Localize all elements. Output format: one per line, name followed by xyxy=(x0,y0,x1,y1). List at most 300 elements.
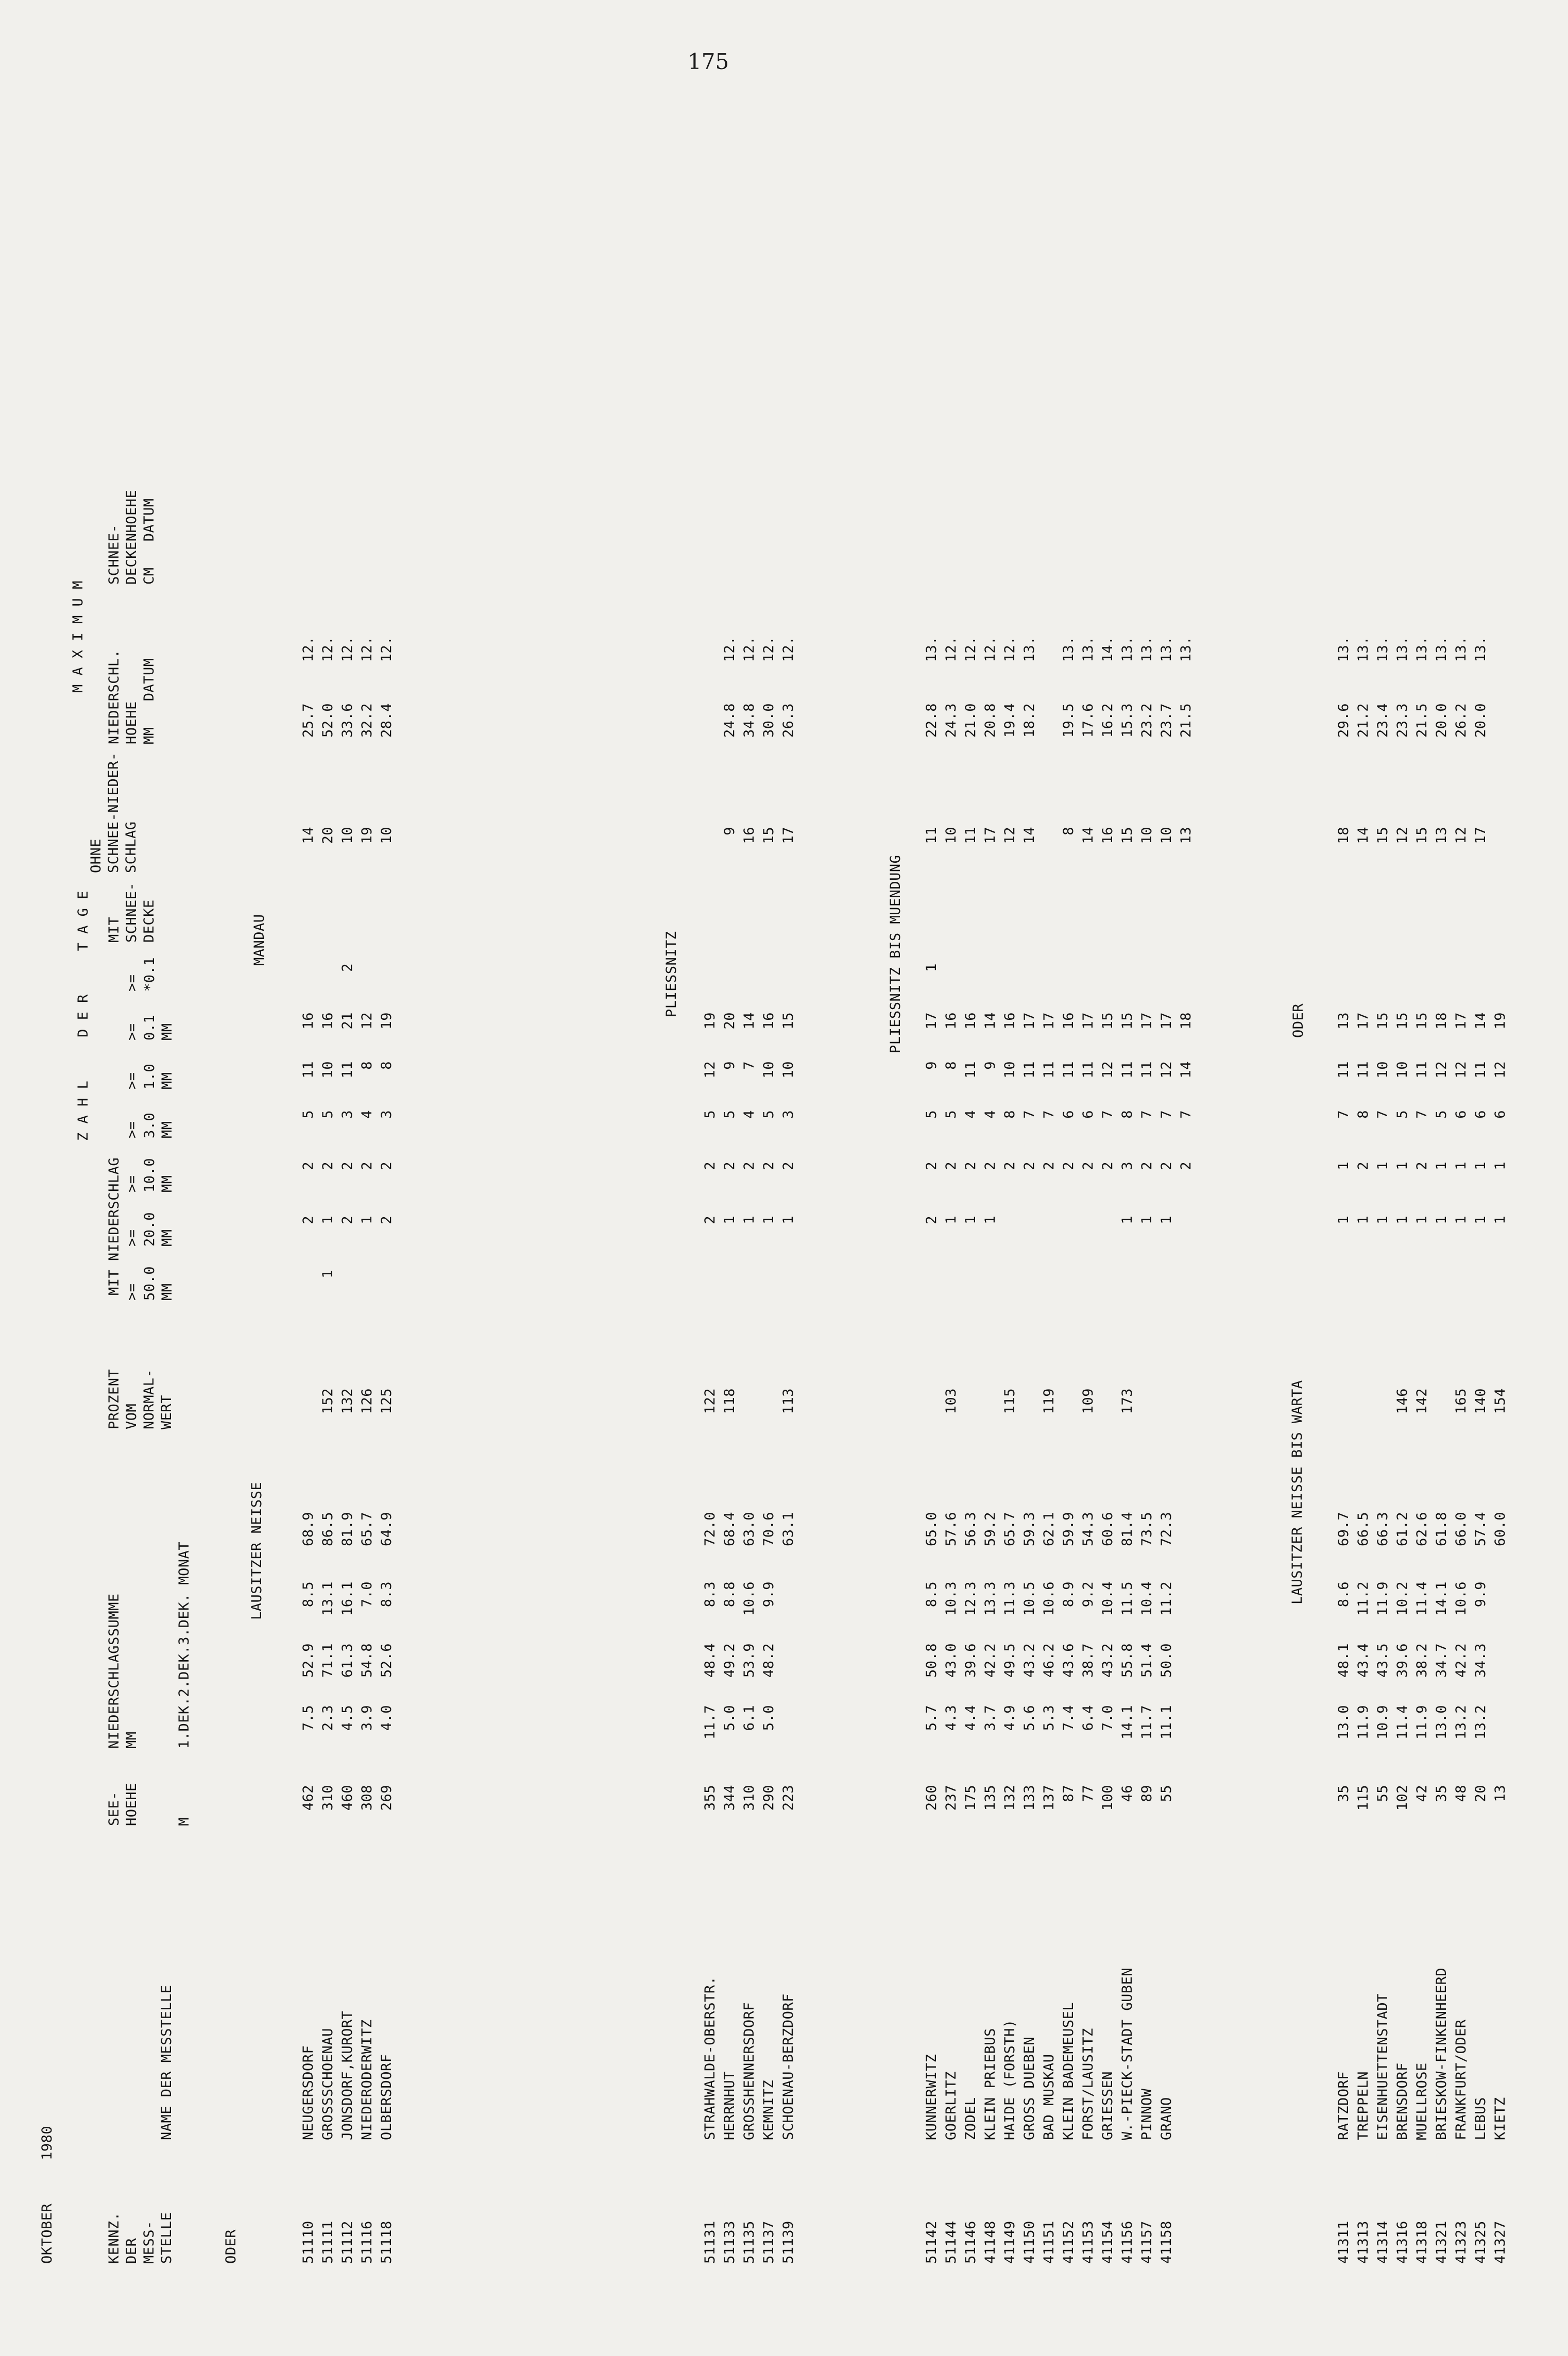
cell-h: 310 xyxy=(320,1785,336,1811)
cell-ohne: 13 xyxy=(1178,827,1194,844)
cell-t20: 1 xyxy=(963,1216,979,1224)
cell-t10: 2 xyxy=(1158,1162,1174,1170)
cell-mxd: 12. xyxy=(982,636,998,662)
header-threshold-10: >= 10.0 MM xyxy=(124,1157,175,1192)
cell-t01: 17 xyxy=(1355,1012,1371,1030)
cell-mx: 25.7 xyxy=(300,703,316,738)
cell-t20: 1 xyxy=(1119,1216,1135,1224)
cell-d3: 11.4 xyxy=(1414,1581,1430,1616)
cell-h: 237 xyxy=(943,1785,959,1811)
cell-mxd: 13. xyxy=(1178,636,1194,662)
cell-ohne: 14 xyxy=(1021,827,1037,844)
cell-h: 290 xyxy=(761,1785,777,1811)
cell-t10: 2 xyxy=(1080,1162,1096,1170)
cell-mon: 63.1 xyxy=(780,1512,796,1547)
cell-t01: 19 xyxy=(702,1012,718,1030)
cell-d3: 11.9 xyxy=(1375,1581,1391,1616)
cell-t3: 5 xyxy=(761,1110,777,1119)
cell-mx: 32.2 xyxy=(359,703,375,738)
region-label: ODER xyxy=(223,2229,239,2264)
cell-mx: 52.0 xyxy=(320,703,336,738)
cell-t10: 2 xyxy=(722,1162,738,1170)
cell-t20: 1 xyxy=(1394,1216,1410,1224)
cell-d1: 3.7 xyxy=(982,1705,998,1731)
cell-t10: 2 xyxy=(339,1162,355,1170)
cell-t20: 1 xyxy=(982,1216,998,1224)
cell-name: ZODEL xyxy=(963,2097,979,2140)
cell-t1: 12 xyxy=(702,1061,718,1079)
table-row xyxy=(1376,49,1394,2264)
cell-t1: 11 xyxy=(1080,1061,1096,1079)
cell-id: 41316 xyxy=(1394,2221,1410,2264)
table-row xyxy=(1101,49,1119,2264)
cell-d2: 51.4 xyxy=(1139,1643,1155,1678)
header-threshold-3: >= 3.0 MM xyxy=(124,1112,175,1138)
cell-d1: 3.9 xyxy=(359,1705,375,1731)
cell-mon: 65.0 xyxy=(924,1512,940,1547)
cell-t20: 1 xyxy=(1336,1216,1352,1224)
cell-mxd: 14. xyxy=(1100,636,1116,662)
cell-h: 308 xyxy=(359,1785,375,1811)
cell-mxd: 12. xyxy=(1002,636,1018,662)
cell-h: 137 xyxy=(1041,1785,1057,1811)
cell-t3: 5 xyxy=(320,1110,336,1119)
cell-mx: 20.8 xyxy=(982,703,998,738)
cell-t3: 7 xyxy=(1158,1110,1174,1119)
cell-t10: 2 xyxy=(1100,1162,1116,1170)
cell-mx: 16.2 xyxy=(1100,703,1116,738)
cell-d2: 43.4 xyxy=(1355,1643,1371,1678)
cell-mxd: 12. xyxy=(339,636,355,662)
cell-t1: 8 xyxy=(359,1061,375,1070)
cell-mon: 86.5 xyxy=(320,1512,336,1547)
cell-d2: 55.8 xyxy=(1119,1643,1135,1678)
cell-d3: 10.3 xyxy=(943,1581,959,1616)
cell-t10: 2 xyxy=(1178,1162,1194,1170)
cell-mx: 29.6 xyxy=(1336,703,1352,738)
cell-mxd: 13. xyxy=(1453,636,1469,662)
cell-t20: 1 xyxy=(943,1216,959,1224)
cell-pct: 103 xyxy=(943,1388,959,1414)
table-row xyxy=(944,49,963,2264)
cell-mxd: 12. xyxy=(943,636,959,662)
cell-t3: 7 xyxy=(1336,1110,1352,1119)
cell-t20: 1 xyxy=(359,1216,375,1224)
cell-t20: 1 xyxy=(780,1216,796,1224)
cell-t3: 6 xyxy=(1492,1110,1508,1119)
cell-id: 51118 xyxy=(379,2221,395,2264)
cell-name: JONSDORF,KURORT xyxy=(339,2010,355,2140)
cell-pct: 142 xyxy=(1414,1388,1430,1414)
cell-mon: 61.8 xyxy=(1434,1512,1450,1547)
cell-h: 46 xyxy=(1119,1785,1135,1802)
cell-mx: 23.4 xyxy=(1375,703,1391,738)
cell-t20: 1 xyxy=(1139,1216,1155,1224)
cell-h: 115 xyxy=(1355,1785,1371,1811)
cell-d1: 13.2 xyxy=(1453,1705,1469,1740)
cell-d1: 7.4 xyxy=(1061,1705,1077,1731)
cell-t01: 17 xyxy=(924,1012,940,1030)
cell-t01: 15 xyxy=(1375,1012,1391,1030)
cell-id: 51144 xyxy=(943,2221,959,2264)
cell-d3: 9.9 xyxy=(761,1581,777,1608)
cell-d2: 52.6 xyxy=(379,1643,395,1678)
cell-t10: 1 xyxy=(1434,1162,1450,1170)
cell-t3: 6 xyxy=(1453,1110,1469,1119)
cell-tsn: 2 xyxy=(339,963,355,972)
cell-h: 35 xyxy=(1434,1785,1450,1802)
cell-h: 175 xyxy=(963,1785,979,1811)
cell-d2: 43.2 xyxy=(1100,1643,1116,1678)
cell-d3: 13.3 xyxy=(982,1581,998,1616)
cell-d1: 11.9 xyxy=(1414,1705,1430,1740)
cell-d2: 38.2 xyxy=(1414,1643,1430,1678)
cell-t3: 5 xyxy=(943,1110,959,1119)
cell-h: 460 xyxy=(339,1785,355,1811)
cell-name: BAD MUSKAU xyxy=(1041,2054,1057,2140)
cell-t1: 11 xyxy=(963,1061,979,1079)
cell-t01: 16 xyxy=(320,1012,336,1030)
cell-mxd: 13. xyxy=(1473,636,1489,662)
cell-d1: 5.0 xyxy=(722,1705,738,1731)
cell-t20: 1 xyxy=(1492,1216,1508,1224)
cell-ohne: 12 xyxy=(1453,827,1469,844)
cell-t01: 17 xyxy=(1453,1012,1469,1030)
cell-mxd: 13. xyxy=(1158,636,1174,662)
cell-mon: 70.6 xyxy=(761,1512,777,1547)
cell-ohne: 13 xyxy=(1434,827,1450,844)
cell-mon: 56.3 xyxy=(963,1512,979,1547)
cell-pct: 125 xyxy=(379,1388,395,1414)
cell-t20: 2 xyxy=(339,1216,355,1224)
cell-d3: 10.2 xyxy=(1394,1581,1410,1616)
cell-ohne: 15 xyxy=(1414,827,1430,844)
cell-t10: 2 xyxy=(1021,1162,1037,1170)
cell-ohne: 12 xyxy=(1002,827,1018,844)
cell-t10: 2 xyxy=(982,1162,998,1170)
cell-t01: 14 xyxy=(982,1012,998,1030)
cell-t01: 15 xyxy=(1414,1012,1430,1030)
header-threshold-20: >= 20.0 MM xyxy=(124,1211,175,1247)
cell-pct: 132 xyxy=(339,1388,355,1414)
cell-mon: 66.5 xyxy=(1355,1512,1371,1547)
cell-id: 41153 xyxy=(1080,2221,1096,2264)
cell-d1: 11.7 xyxy=(702,1705,718,1740)
cell-mxd: 13. xyxy=(1061,636,1077,662)
cell-t20: 2 xyxy=(702,1216,718,1224)
cell-t10: 2 xyxy=(924,1162,940,1170)
cell-mx: 23.3 xyxy=(1394,703,1410,738)
cell-ohne: 20 xyxy=(320,827,336,844)
cell-d1: 11.7 xyxy=(1139,1705,1155,1740)
cell-d3: 10.6 xyxy=(741,1581,757,1616)
cell-t10: 1 xyxy=(1473,1162,1489,1170)
table-row xyxy=(1395,49,1414,2264)
cell-name: PINNOW xyxy=(1139,2088,1155,2140)
cell-ohne: 16 xyxy=(741,827,757,844)
cell-mon: 64.9 xyxy=(379,1512,395,1547)
cell-id: 41314 xyxy=(1375,2221,1391,2264)
cell-t10: 2 xyxy=(963,1162,979,1170)
cell-d2: 54.8 xyxy=(359,1643,375,1678)
cell-name: FORST/LAUSITZ xyxy=(1080,2028,1096,2140)
cell-t3: 5 xyxy=(300,1110,316,1119)
cell-d3: 8.5 xyxy=(924,1581,940,1608)
cell-mx: 26.3 xyxy=(780,703,796,738)
cell-mxd: 12. xyxy=(780,636,796,662)
cell-t20: 1 xyxy=(1473,1216,1489,1224)
cell-t3: 7 xyxy=(1021,1110,1037,1119)
cell-id: 51133 xyxy=(722,2221,738,2264)
cell-t3: 5 xyxy=(924,1110,940,1119)
table-row xyxy=(781,49,800,2264)
cell-mxd: 12. xyxy=(300,636,316,662)
cell-d3: 8.9 xyxy=(1061,1581,1077,1608)
cell-pct: 154 xyxy=(1492,1388,1508,1414)
table-row xyxy=(762,49,780,2264)
cell-name: KLEIN PRIEBUS xyxy=(982,2028,998,2140)
cell-ohne: 10 xyxy=(1139,827,1155,844)
cell-h: 55 xyxy=(1375,1785,1391,1802)
cell-id: 41150 xyxy=(1021,2221,1037,2264)
cell-t3: 7 xyxy=(1041,1110,1057,1119)
cell-id: 41148 xyxy=(982,2221,998,2264)
cell-d3: 12.3 xyxy=(963,1581,979,1616)
cell-t3: 7 xyxy=(1375,1110,1391,1119)
cell-mx: 24.3 xyxy=(943,703,959,738)
table-row xyxy=(1003,49,1021,2264)
cell-mx: 21.2 xyxy=(1355,703,1371,738)
header-prozent: PROZENT VOM NORMAL- WERT xyxy=(106,1369,175,1429)
cell-t01: 17 xyxy=(1158,1012,1174,1030)
cell-ohne: 14 xyxy=(1355,827,1371,844)
cell-t1: 12 xyxy=(1100,1061,1116,1079)
cell-t1: 10 xyxy=(761,1061,777,1079)
cell-h: 48 xyxy=(1453,1785,1469,1802)
rotated-table-sheet xyxy=(23,49,1508,2264)
cell-t1: 12 xyxy=(1434,1061,1450,1079)
cell-d1: 5.6 xyxy=(1021,1705,1037,1731)
cell-d3: 13.1 xyxy=(320,1581,336,1616)
cell-t01: 17 xyxy=(1139,1012,1155,1030)
cell-t20: 1 xyxy=(741,1216,757,1224)
cell-d1: 4.3 xyxy=(943,1705,959,1731)
period-label: OKTOBER 1980 xyxy=(39,2125,55,2264)
cell-mxd: 13. xyxy=(1139,636,1155,662)
section-subtitle: PLIESSNITZ xyxy=(663,931,679,1017)
table-row xyxy=(1435,49,1453,2264)
cell-d3: 10.4 xyxy=(1139,1581,1155,1616)
cell-d2: 49.5 xyxy=(1002,1643,1018,1678)
cell-name: GROSSSCHOENAU xyxy=(320,2028,336,2140)
cell-ohne: 18 xyxy=(1336,827,1352,844)
cell-mxd: 13. xyxy=(1375,636,1391,662)
cell-mx: 23.7 xyxy=(1158,703,1174,738)
cell-tsn: 1 xyxy=(924,963,940,972)
cell-d2: 43.2 xyxy=(1021,1643,1037,1678)
cell-mon: 66.0 xyxy=(1453,1512,1469,1547)
cell-d1: 6.1 xyxy=(741,1705,757,1731)
cell-t1: 10 xyxy=(1375,1061,1391,1079)
cell-t10: 2 xyxy=(780,1162,796,1170)
cell-mxd: 13. xyxy=(924,636,940,662)
cell-t3: 4 xyxy=(982,1110,998,1119)
cell-d1: 5.7 xyxy=(924,1705,940,1731)
cell-name: BRIESKOW-FINKENHEERD xyxy=(1434,1967,1450,2140)
cell-mx: 21.5 xyxy=(1178,703,1194,738)
cell-t3: 3 xyxy=(379,1110,395,1119)
cell-name: GROSSHENNERSDORF xyxy=(741,2002,757,2140)
cell-t3: 4 xyxy=(741,1110,757,1119)
header-threshold-50: >= 50.0 MM xyxy=(124,1266,175,1301)
cell-id: 41157 xyxy=(1139,2221,1155,2264)
cell-t3: 8 xyxy=(1002,1110,1018,1119)
cell-h: 462 xyxy=(300,1785,316,1811)
cell-mon: 59.3 xyxy=(1021,1512,1037,1547)
cell-h: 260 xyxy=(924,1785,940,1811)
cell-d3: 11.5 xyxy=(1119,1581,1135,1616)
cell-d1: 10.9 xyxy=(1375,1705,1391,1740)
table-row xyxy=(742,49,761,2264)
cell-d1: 4.4 xyxy=(963,1705,979,1731)
cell-pct: 140 xyxy=(1473,1388,1489,1414)
cell-d2: 38.7 xyxy=(1080,1643,1096,1678)
cell-d3: 11.3 xyxy=(1002,1581,1018,1616)
cell-mon: 66.3 xyxy=(1375,1512,1391,1547)
table-row xyxy=(1474,49,1492,2264)
cell-id: 41158 xyxy=(1158,2221,1174,2264)
cell-t01: 15 xyxy=(780,1012,796,1030)
cell-ohne: 14 xyxy=(1080,827,1096,844)
cell-d3: 9.9 xyxy=(1473,1581,1489,1608)
cell-mxd: 13. xyxy=(1355,636,1371,662)
cell-mx: 17.6 xyxy=(1080,703,1096,738)
cell-t50: 1 xyxy=(320,1270,336,1278)
cell-name: KLEIN BADEMEUSEL xyxy=(1061,2002,1077,2140)
cell-t20: 1 xyxy=(1355,1216,1371,1224)
cell-mx: 20.0 xyxy=(1434,703,1450,738)
cell-mxd: 13. xyxy=(1414,636,1430,662)
table-row xyxy=(321,49,339,2264)
cell-mx: 28.4 xyxy=(379,703,395,738)
cell-ohne: 17 xyxy=(780,827,796,844)
cell-ohne: 15 xyxy=(761,827,777,844)
cell-d1: 13.2 xyxy=(1473,1705,1489,1740)
cell-d2: 34.3 xyxy=(1473,1643,1489,1678)
cell-t10: 3 xyxy=(1119,1162,1135,1170)
cell-ohne: 17 xyxy=(982,827,998,844)
cell-d2: 43.6 xyxy=(1061,1643,1077,1678)
cell-ohne: 19 xyxy=(359,827,375,844)
cell-name: NIEDERODERWITZ xyxy=(359,2019,375,2140)
cell-t1: 11 xyxy=(1061,1061,1077,1079)
header-name: NAME DER MESSTELLE xyxy=(159,1985,175,2140)
cell-mxd: 12. xyxy=(722,636,738,662)
cell-mx: 22.8 xyxy=(924,703,940,738)
table-row xyxy=(1356,49,1375,2264)
cell-t1: 10 xyxy=(1394,1061,1410,1079)
cell-d3: 11.2 xyxy=(1355,1581,1371,1616)
cell-t3: 6 xyxy=(1080,1110,1096,1119)
cell-pct: 165 xyxy=(1453,1388,1469,1414)
cell-id: 51111 xyxy=(320,2221,336,2264)
cell-d2: 39.6 xyxy=(1394,1643,1410,1678)
cell-h: 135 xyxy=(982,1785,998,1811)
page-number: 175 xyxy=(688,49,729,74)
cell-id: 41327 xyxy=(1492,2221,1508,2264)
cell-mx: 26.2 xyxy=(1453,703,1469,738)
cell-t01: 17 xyxy=(1080,1012,1096,1030)
cell-id: 41323 xyxy=(1453,2221,1469,2264)
table-row xyxy=(703,49,722,2264)
cell-t3: 7 xyxy=(1100,1110,1116,1119)
table-row xyxy=(1454,49,1473,2264)
cell-mon: 54.3 xyxy=(1080,1512,1096,1547)
header-mit-niederschlag: MIT NIEDERSCHLAG xyxy=(106,1157,122,1295)
cell-mx: 24.8 xyxy=(722,703,738,738)
cell-mon: 57.4 xyxy=(1473,1512,1489,1547)
cell-h: 344 xyxy=(722,1785,738,1811)
cell-t01: 21 xyxy=(339,1012,355,1030)
table-row xyxy=(1081,49,1100,2264)
cell-t20: 1 xyxy=(1375,1216,1391,1224)
cell-d1: 5.0 xyxy=(761,1705,777,1731)
cell-h: 223 xyxy=(780,1785,796,1811)
cell-ohne: 10 xyxy=(339,827,355,844)
cell-name: SCHOENAU-BERZDORF xyxy=(780,1993,796,2140)
cell-name: MUELLROSE xyxy=(1414,2062,1430,2140)
cell-id: 41321 xyxy=(1434,2221,1450,2264)
cell-name: GROSS DUEBEN xyxy=(1021,2036,1037,2140)
cell-id: 41311 xyxy=(1336,2221,1352,2264)
cell-pct: 146 xyxy=(1394,1388,1410,1414)
cell-id: 51142 xyxy=(924,2221,940,2264)
cell-t1: 11 xyxy=(1414,1061,1430,1079)
cell-t01: 14 xyxy=(1473,1012,1489,1030)
cell-t1: 12 xyxy=(1492,1061,1508,1079)
header-zahl-der-tage: Z A H L D E R T A G E xyxy=(75,891,91,1141)
cell-t10: 2 xyxy=(1002,1162,1018,1170)
cell-t3: 5 xyxy=(1434,1110,1450,1119)
cell-d2: 49.2 xyxy=(722,1643,738,1678)
cell-d1: 4.5 xyxy=(339,1705,355,1731)
cell-t10: 2 xyxy=(300,1162,316,1170)
cell-t10: 1 xyxy=(1453,1162,1469,1170)
cell-mon: 68.9 xyxy=(300,1512,316,1547)
cell-t20: 1 xyxy=(320,1216,336,1224)
cell-t01: 17 xyxy=(1041,1012,1057,1030)
table-row xyxy=(360,49,379,2264)
cell-h: 35 xyxy=(1336,1785,1352,1802)
cell-t3: 4 xyxy=(963,1110,979,1119)
cell-h: 355 xyxy=(702,1785,718,1811)
cell-d2: 34.7 xyxy=(1434,1643,1450,1678)
table-row xyxy=(1062,49,1080,2264)
cell-mxd: 13. xyxy=(1080,636,1096,662)
cell-t3: 4 xyxy=(359,1110,375,1119)
cell-mon: 60.0 xyxy=(1492,1512,1508,1547)
cell-d1: 13.0 xyxy=(1434,1705,1450,1740)
cell-name: OLBERSDORF xyxy=(379,2054,395,2140)
cell-t01: 19 xyxy=(1492,1012,1508,1030)
cell-t1: 11 xyxy=(1119,1061,1135,1079)
cell-d1: 7.0 xyxy=(1100,1705,1116,1731)
cell-t01: 12 xyxy=(359,1012,375,1030)
cell-t1: 11 xyxy=(1041,1061,1057,1079)
cell-d2: 52.9 xyxy=(300,1643,316,1678)
cell-d2: 43.0 xyxy=(943,1643,959,1678)
table-row xyxy=(723,49,741,2264)
